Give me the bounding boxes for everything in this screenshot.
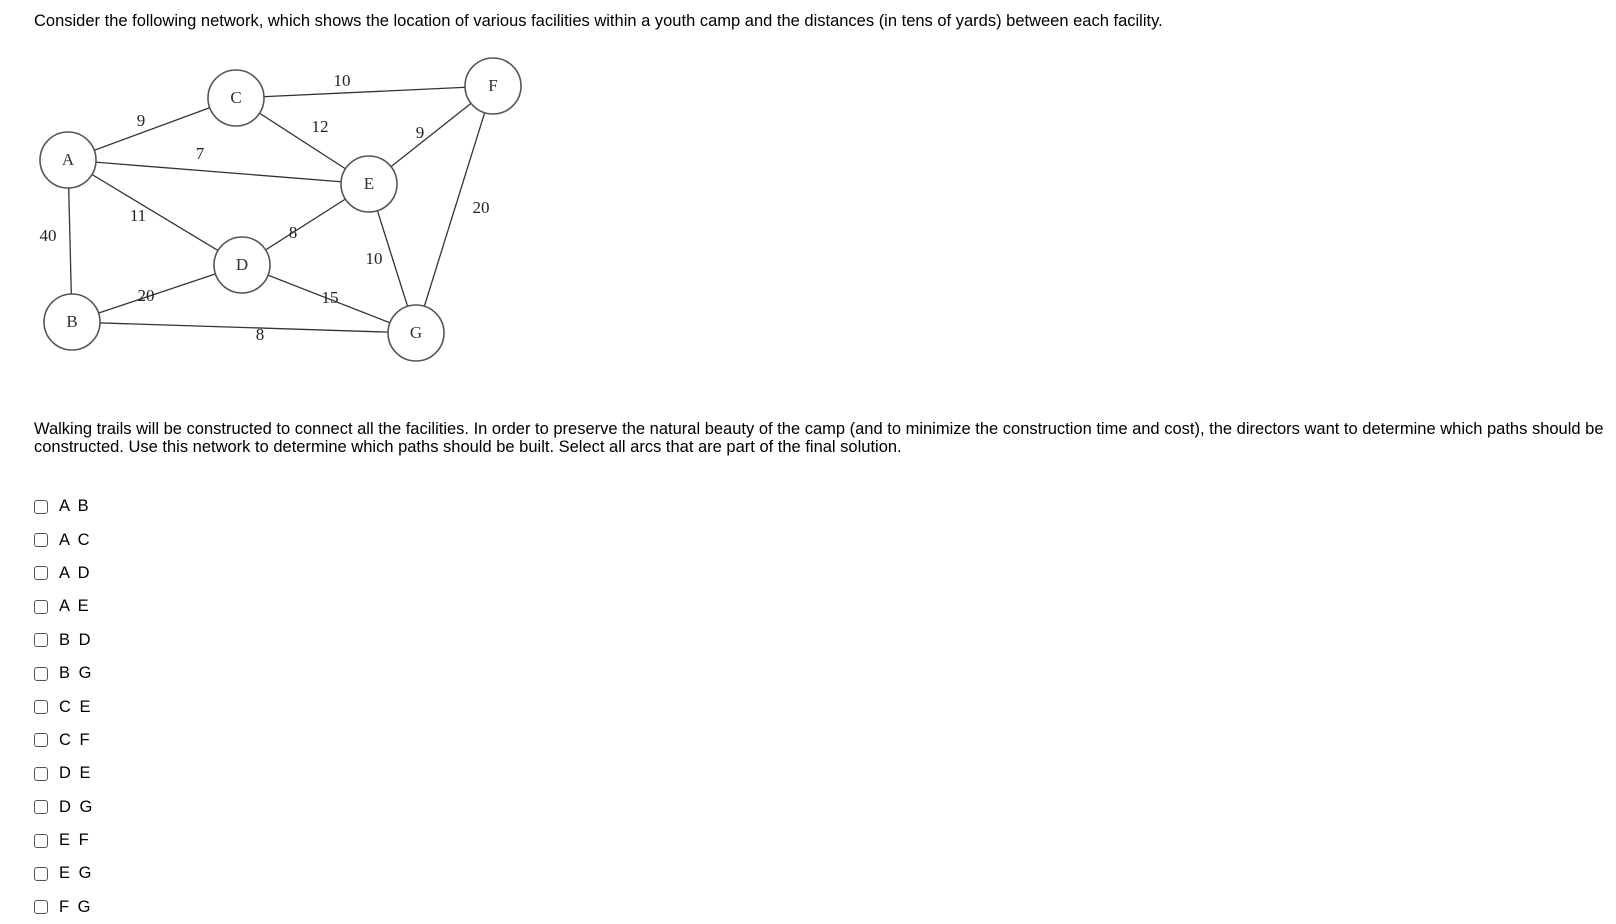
answer-option[interactable] xyxy=(34,523,94,556)
option-label: D E xyxy=(59,764,93,783)
edge-weight-bd: 20 xyxy=(137,285,155,305)
edge-weight-dg: 15 xyxy=(321,287,339,307)
checkbox[interactable] xyxy=(34,700,48,714)
edge-weight-ef: 9 xyxy=(415,122,425,142)
answer-option[interactable] xyxy=(34,791,94,824)
checkbox[interactable] xyxy=(34,600,48,614)
option-label: C F xyxy=(59,730,92,749)
answer-option[interactable] xyxy=(34,557,94,590)
answer-option[interactable] xyxy=(34,757,94,790)
checkbox[interactable] xyxy=(34,667,48,681)
checkbox[interactable] xyxy=(34,900,48,914)
answer-option[interactable] xyxy=(34,857,94,890)
answer-option[interactable] xyxy=(34,690,94,723)
edge-weight-ab: 40 xyxy=(39,225,57,245)
node-label-f: F xyxy=(488,75,498,95)
checkbox[interactable] xyxy=(34,633,48,647)
option-label: A B xyxy=(59,497,91,516)
answer-option[interactable] xyxy=(34,624,94,657)
answer-option[interactable] xyxy=(34,724,94,757)
option-label: B D xyxy=(59,630,93,649)
edge-cf xyxy=(236,86,493,98)
edge-bg xyxy=(72,322,416,333)
option-label: D G xyxy=(59,797,95,816)
edge-weight-fg: 20 xyxy=(472,197,490,217)
answer-option[interactable] xyxy=(34,590,94,623)
node-label-g: G xyxy=(409,322,423,342)
node-label-a: A xyxy=(61,149,75,169)
checkbox[interactable] xyxy=(34,767,48,781)
edge-weight-ac: 9 xyxy=(136,110,146,130)
checkbox[interactable] xyxy=(34,566,48,580)
checkbox[interactable] xyxy=(34,867,48,881)
node-label-c: C xyxy=(230,87,242,107)
edge-weight-ce: 12 xyxy=(311,116,329,136)
option-label: E G xyxy=(59,864,94,883)
checkbox[interactable] xyxy=(34,500,48,514)
edge-weight-cf: 10 xyxy=(333,70,351,90)
prompt-text: Walking trails will be constructed to connect all the facilities. In order to preserve the natural beauty of the camp (and to minimize the construction time and cost), the directors want to determine which paths should be constructed. Use this network to determine which paths should be built. Select all arcs that are part of the final solution. xyxy=(34,420,1604,456)
node-label-e: E xyxy=(363,173,375,193)
network-diagram xyxy=(0,0,600,400)
checkbox[interactable] xyxy=(34,733,48,747)
node-label-d: D xyxy=(235,254,249,274)
intro-text: Consider the following network, which shows the location of various facilities within a youth camp and the distances (in tens of yards) between each facility. xyxy=(34,12,1163,30)
edge-ad xyxy=(68,160,242,265)
option-label: F G xyxy=(59,897,93,916)
edge-weight-ad: 11 xyxy=(129,205,147,225)
option-label: B G xyxy=(59,664,94,683)
edge-weight-eg: 10 xyxy=(365,248,383,268)
option-label: A C xyxy=(59,530,92,549)
checkbox[interactable] xyxy=(34,834,48,848)
checkbox[interactable] xyxy=(34,533,48,547)
answer-option[interactable] xyxy=(34,824,94,857)
option-label: A E xyxy=(59,597,91,616)
option-label: C E xyxy=(59,697,93,716)
node-label-b: B xyxy=(66,311,78,331)
option-label: E F xyxy=(59,831,91,850)
answer-option[interactable] xyxy=(34,657,94,690)
answer-options xyxy=(34,490,94,924)
edge-weight-de: 8 xyxy=(288,222,298,242)
edge-weight-bg: 8 xyxy=(255,324,265,344)
option-label: A D xyxy=(59,563,92,582)
edge-ae xyxy=(68,160,369,184)
answer-option[interactable] xyxy=(34,490,94,523)
answer-option[interactable] xyxy=(34,891,94,924)
edge-weight-ae: 7 xyxy=(195,143,205,163)
checkbox[interactable] xyxy=(34,800,48,814)
